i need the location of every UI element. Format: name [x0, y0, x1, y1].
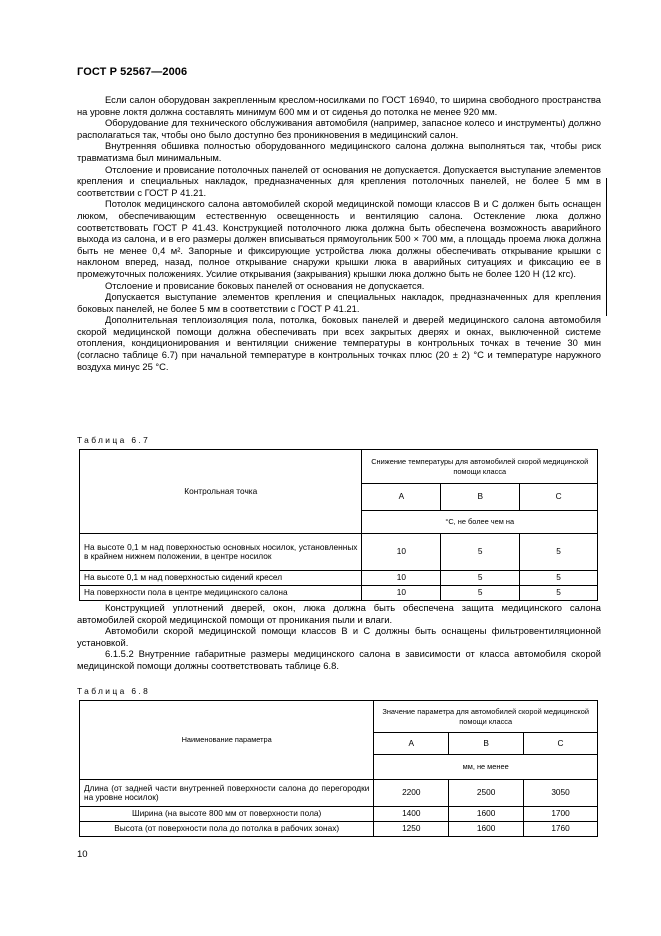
cell-value: 1250 [374, 822, 449, 837]
page-number: 10 [77, 849, 88, 860]
paragraph: Отслоение и провисание боковых панелей от основания не допускается. [105, 279, 425, 291]
row-label: Высота (от поверхности пола до потолка в рабочих зонах) [80, 822, 374, 837]
class-header: С [524, 733, 598, 755]
cell-value: 1400 [374, 807, 449, 822]
body-text-mid [77, 602, 601, 672]
cell-value: 2500 [449, 780, 524, 807]
column-header: Контрольная точка [80, 450, 362, 534]
cell-value: 10 [362, 534, 441, 571]
paragraph: 6.1.5.2 Внутренние габаритные размеры медицинского салона в зависимости от класса автомобиля скорой медицинской помощи должны соответствовать таблице 6.8. [77, 648, 601, 671]
class-header: В [449, 733, 524, 755]
paragraph: Если салон оборудован закрепленным креслом-носилками по ГОСТ 16940, то ширина свободного пространства на уровне локтя должна составлять минимум 600 мм и от сиденья до потолка не менее 920 мм. [77, 94, 601, 117]
standard-header: ГОСТ Р 52567—2006 [77, 66, 188, 78]
paragraph: Отслоение и провисание потолочных панелей от основания не допускается. Допускается выступание элементов крепления и специальных накладок, предназначенных для крепления потолочных панелей, не более 5 мм в соответствии с ГОСТ Р 41.21. [77, 163, 601, 198]
group-header: Снижение температуры для автомобилей скорой медицинской помощи класса [362, 450, 598, 484]
cell-value: 5 [520, 586, 598, 601]
cell-value: 5 [520, 534, 598, 571]
table-row [80, 586, 598, 601]
cell-value: 1760 [524, 822, 598, 837]
cell-value: 1600 [449, 807, 524, 822]
paragraph: Конструкцией уплотнений дверей, окон, люка должна быть обеспечена защита медицинского салона автомобилей скорой медицинской помощи от проникания пыли и влаги. [77, 602, 601, 625]
paragraph: Оборудование для технического обслуживания автомобиля (например, запасное колесо и инструменты) должно располагаться так, чтобы оно было доступно без проникновения в медицинский салон. [77, 117, 601, 140]
row-label: На поверхности пола в центре медицинского салона [80, 586, 362, 601]
table-caption: Таблица 6.7 [77, 435, 151, 445]
cell-value: 10 [362, 586, 441, 601]
cell-value: 5 [520, 571, 598, 586]
cell-value: 5 [441, 534, 520, 571]
cell-value: 2200 [374, 780, 449, 807]
change-bar [606, 178, 607, 316]
table-row [80, 780, 598, 807]
class-header: С [520, 484, 598, 511]
cell-value: 1700 [524, 807, 598, 822]
paragraph: Дополнительная теплоизоляция пола, потолка, боковых панелей и дверей медицинского салона автомобиля скорой медицинской помощи должна обеспечивать при всех закрытых дверях и окнах, выключенной системе отопления, кондиционирования и вентиляции снижение температуры в контрольных точках в течение 30 мин (согласно таблице 6.7) при начальной температуре в контрольных точках плюс (20 ± 2) °С и температуре наружного воздуха минус 25 °С. [77, 314, 601, 372]
table-caption: Таблица 6.8 [77, 686, 151, 696]
row-label: На высоте 0,1 м над поверхностью сидений кресел [80, 571, 362, 586]
body-text-top [77, 94, 601, 372]
table-row [80, 822, 598, 837]
group-header: Значение параметра для автомобилей скорой медицинской помощи класса [374, 701, 598, 733]
paragraph: Внутренняя обшивка полностью оборудованного медицинского салона должна выполняться так, чтобы риск травматизма был минимальным. [77, 140, 601, 163]
row-label: Ширина (на высоте 800 мм от поверхности пола) [80, 807, 374, 822]
column-header: Наименование параметра [80, 701, 374, 780]
table-6-8 [79, 700, 598, 837]
class-header: А [374, 733, 449, 755]
class-header: А [362, 484, 441, 511]
unit-header: мм, не менее [374, 755, 598, 780]
paragraph: Потолок медицинского салона автомобилей скорой медицинской помощи классов В и С должен быть оснащен люком, обеспечивающим естественную освещенность и вентиляцию салона. Остекление люка должно соответствовать ГОСТ Р 41.43. Конструкцией потолочного люка должна быть обеспечена возможность аварийного выхода из салона, и в его размеры должен вписываться прямоугольник 500 × 700 мм, а площадь проема люка должна быть не менее 0,4 м². Запорные и фиксирующие устройства люка должны обеспечивать открывание крышки с наклоном вперед, назад, полное открывание снаружи крышки люка в аварийных ситуациях и фиксацию ее в промежуточных положениях. Усилие открывания (закрывания) крышки люка должно быть не более 120 Н (12 кгс). [77, 198, 601, 279]
paragraph: Автомобили скорой медицинской помощи классов В и С должны быть оснащены фильтровентиляционной установкой. [77, 625, 601, 648]
cell-value: 5 [441, 571, 520, 586]
row-label: На высоте 0,1 м над поверхностью основных носилок, установленных в крайнем нижнем положении, в центре носилок [80, 534, 362, 571]
cell-value: 3050 [524, 780, 598, 807]
paragraph: Допускается выступание элементов крепления и специальных накладок, предназначенных для крепления боковых панелей, не более 5 мм в соответствии с ГОСТ Р 41.21. [77, 291, 601, 314]
table-6-7 [79, 449, 598, 601]
unit-header: °С, не более чем на [362, 511, 598, 534]
class-header: В [441, 484, 520, 511]
cell-value: 10 [362, 571, 441, 586]
table-row [80, 571, 598, 586]
row-label: Длина (от задней части внутренней поверхности салона до перегородки на уровне носилок) [80, 780, 374, 807]
cell-value: 1600 [449, 822, 524, 837]
cell-value: 5 [441, 586, 520, 601]
table-row [80, 807, 598, 822]
table-row [80, 534, 598, 571]
